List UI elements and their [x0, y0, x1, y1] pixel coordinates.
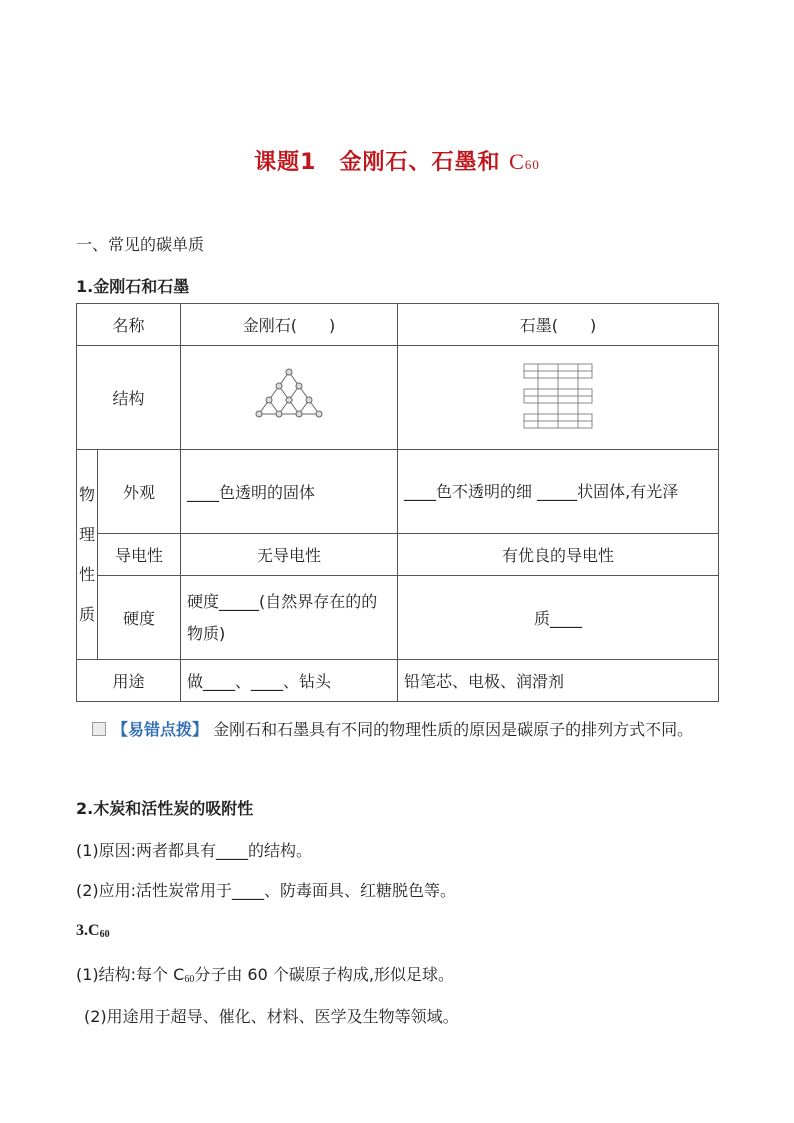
- diamond-structure-image: [181, 346, 398, 450]
- table-header-name: 名称: [77, 304, 181, 346]
- paragraph: (1)原因:两者都具有____的结构。: [76, 841, 313, 860]
- graphite-conductivity: 有优良的导电性: [398, 534, 719, 576]
- table-row: [77, 346, 719, 450]
- subsection-heading-3: 3.C60: [76, 922, 110, 940]
- row-label-hardness: 硬度: [98, 576, 181, 660]
- paragraph: (2)用途用于超导、催化、材料、医学及生物等领域。: [84, 1007, 459, 1026]
- table-row: [77, 576, 719, 660]
- paragraph: (1)结构:每个 C60分子由 60 个碳原子构成,形似足球。: [76, 965, 454, 985]
- comparison-table: [76, 303, 719, 702]
- diamond-hardness: 硬度_____(自然界存在的的物质): [181, 576, 398, 660]
- row-label-appearance: 外观: [98, 450, 181, 534]
- graphite-use: 铅笔芯、电极、润滑剂: [398, 660, 719, 702]
- subsection-heading-1: 1.金刚石和石墨: [76, 277, 190, 296]
- graphite-hardness: 质____: [398, 576, 719, 660]
- row-label-physical: 物理性质: [77, 450, 98, 660]
- tip-text: 金刚石和石墨具有不同的物理性质的原因是碳原子的排列方式不同。: [213, 720, 694, 739]
- subsection-heading-2: 2.木炭和活性炭的吸附性: [76, 799, 254, 818]
- table-row: [77, 304, 719, 346]
- pen-icon: [92, 722, 106, 736]
- graphite-appearance: ____色不透明的细 _____状固体,有光泽: [398, 450, 719, 534]
- table-header-diamond: 金刚石( ): [181, 304, 398, 346]
- diamond-conductivity: 无导电性: [181, 534, 398, 576]
- diamond-lattice-icon: [249, 366, 329, 426]
- table-row: [77, 450, 719, 534]
- graphite-structure-image: [398, 346, 719, 450]
- tip-tag: 【易错点拨】: [112, 720, 209, 739]
- section-heading: 一、常见的碳单质: [76, 235, 205, 254]
- tip-note: [92, 711, 722, 748]
- row-label-conductivity: 导电性: [98, 534, 181, 576]
- row-label-use: 用途: [77, 660, 181, 702]
- table-header-graphite: 石墨( ): [398, 304, 719, 346]
- table-row: [77, 534, 719, 576]
- graphite-lattice-icon: [518, 356, 598, 436]
- table-row: [77, 660, 719, 702]
- paragraph: (2)应用:活性炭常用于____、防毒面具、红糖脱色等。: [76, 881, 457, 900]
- diamond-use: 做____、____、钻头: [181, 660, 398, 702]
- diamond-appearance: ____色透明的固体: [181, 450, 398, 534]
- page-title: 课题1 金刚石、石墨和 C60: [254, 149, 540, 175]
- row-label-structure: 结构: [77, 346, 181, 450]
